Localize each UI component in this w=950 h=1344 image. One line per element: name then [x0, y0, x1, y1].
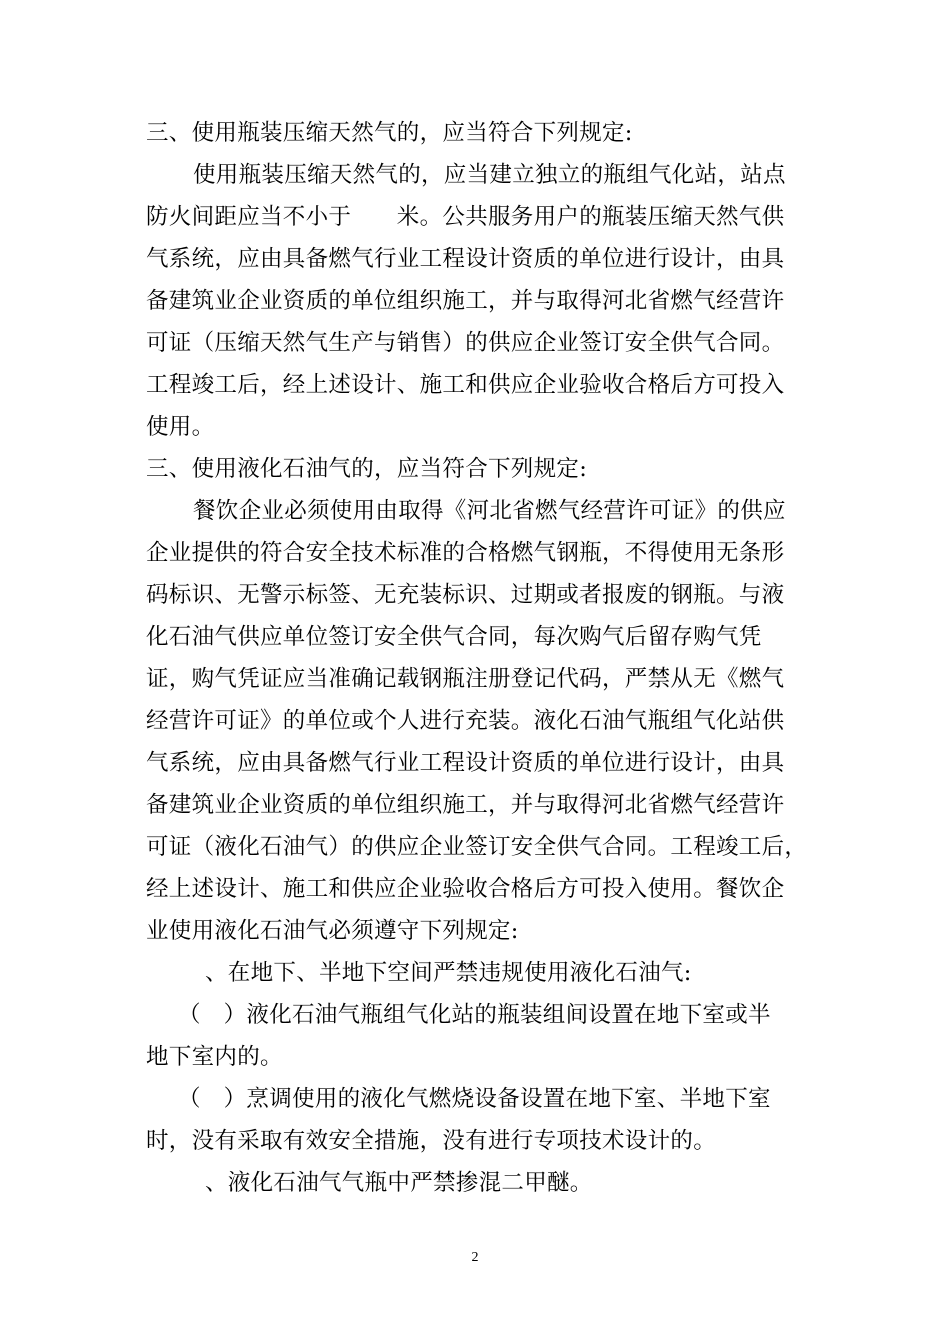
paragraph-line: 业使用液化石油气必须遵守下列规定: [146, 918, 519, 944]
sub-item-line: （ ）烹调使用的液化气燃烧设备设置在地下室、半地下室 [178, 1086, 771, 1112]
paragraph-line: 气系统，应由具备燃气行业工程设计资质的单位进行设计，由具 [146, 750, 785, 776]
paragraph-line: 防火间距应当不小于 米。公共服务用户的瓶装压缩天然气供 [146, 204, 785, 230]
list-item-dme: 、液化石油气气瓶中严禁掺混二甲醚。 [205, 1170, 593, 1196]
paragraph-line: 使用。 [146, 414, 215, 440]
paragraph-line: 可证（压缩天然气生产与销售）的供应企业签订安全供气合同。 [146, 330, 785, 356]
page-number: 2 [471, 1250, 479, 1265]
paragraph-line: 备建筑业企业资质的单位组织施工，并与取得河北省燃气经营许 [146, 288, 785, 314]
paragraph-line: 餐饮企业必须使用由取得《河北省燃气经营许可证》的供应 [193, 498, 786, 524]
paragraph-line: 工程竣工后，经上述设计、施工和供应企业验收合格后方可投入 [146, 372, 785, 398]
paragraph-line: 证，购气凭证应当准确记载钢瓶注册登记代码，严禁从无《燃气 [146, 666, 785, 692]
paragraph-line: 经营许可证》的单位或个人进行充装。液化石油气瓶组气化站供 [146, 708, 785, 734]
paragraph-line: 经上述设计、施工和供应企业验收合格后方可投入使用。餐饮企 [146, 876, 785, 902]
paragraph-line: 化石油气供应单位签订安全供气合同，每次购气后留存购气凭 [146, 624, 762, 650]
paragraph-line: 可证（液化石油气）的供应企业签订安全供气合同。工程竣工后， [146, 834, 808, 860]
paragraph-line: 码标识、无警示标签、无充装标识、过期或者报废的钢瓶。与液 [146, 582, 785, 608]
sub-item-line: 时，没有采取有效安全措施，没有进行专项技术设计的。 [146, 1128, 717, 1154]
paragraph-line: 使用瓶装压缩天然气的，应当建立独立的瓶组气化站，站点 [193, 162, 786, 188]
paragraph-line: 企业提供的符合安全技术标准的合格燃气钢瓶，不得使用无条形 [146, 540, 785, 566]
paragraph-line: 气系统，应由具备燃气行业工程设计资质的单位进行设计，由具 [146, 246, 785, 272]
paragraph-line: 备建筑业企业资质的单位组织施工，并与取得河北省燃气经营许 [146, 792, 785, 818]
section-heading-cng: 三、使用瓶装压缩天然气的，应当符合下列规定: [146, 120, 633, 146]
sub-item-line: 地下室内的。 [146, 1044, 283, 1070]
list-item-underground: 、在地下、半地下空间严禁违规使用液化石油气: [205, 960, 692, 986]
section-heading-lpg: 三、使用液化石油气的，应当符合下列规定: [146, 456, 588, 482]
sub-item-line: （ ）液化石油气瓶组气化站的瓶装组间设置在地下室或半 [178, 1002, 771, 1028]
